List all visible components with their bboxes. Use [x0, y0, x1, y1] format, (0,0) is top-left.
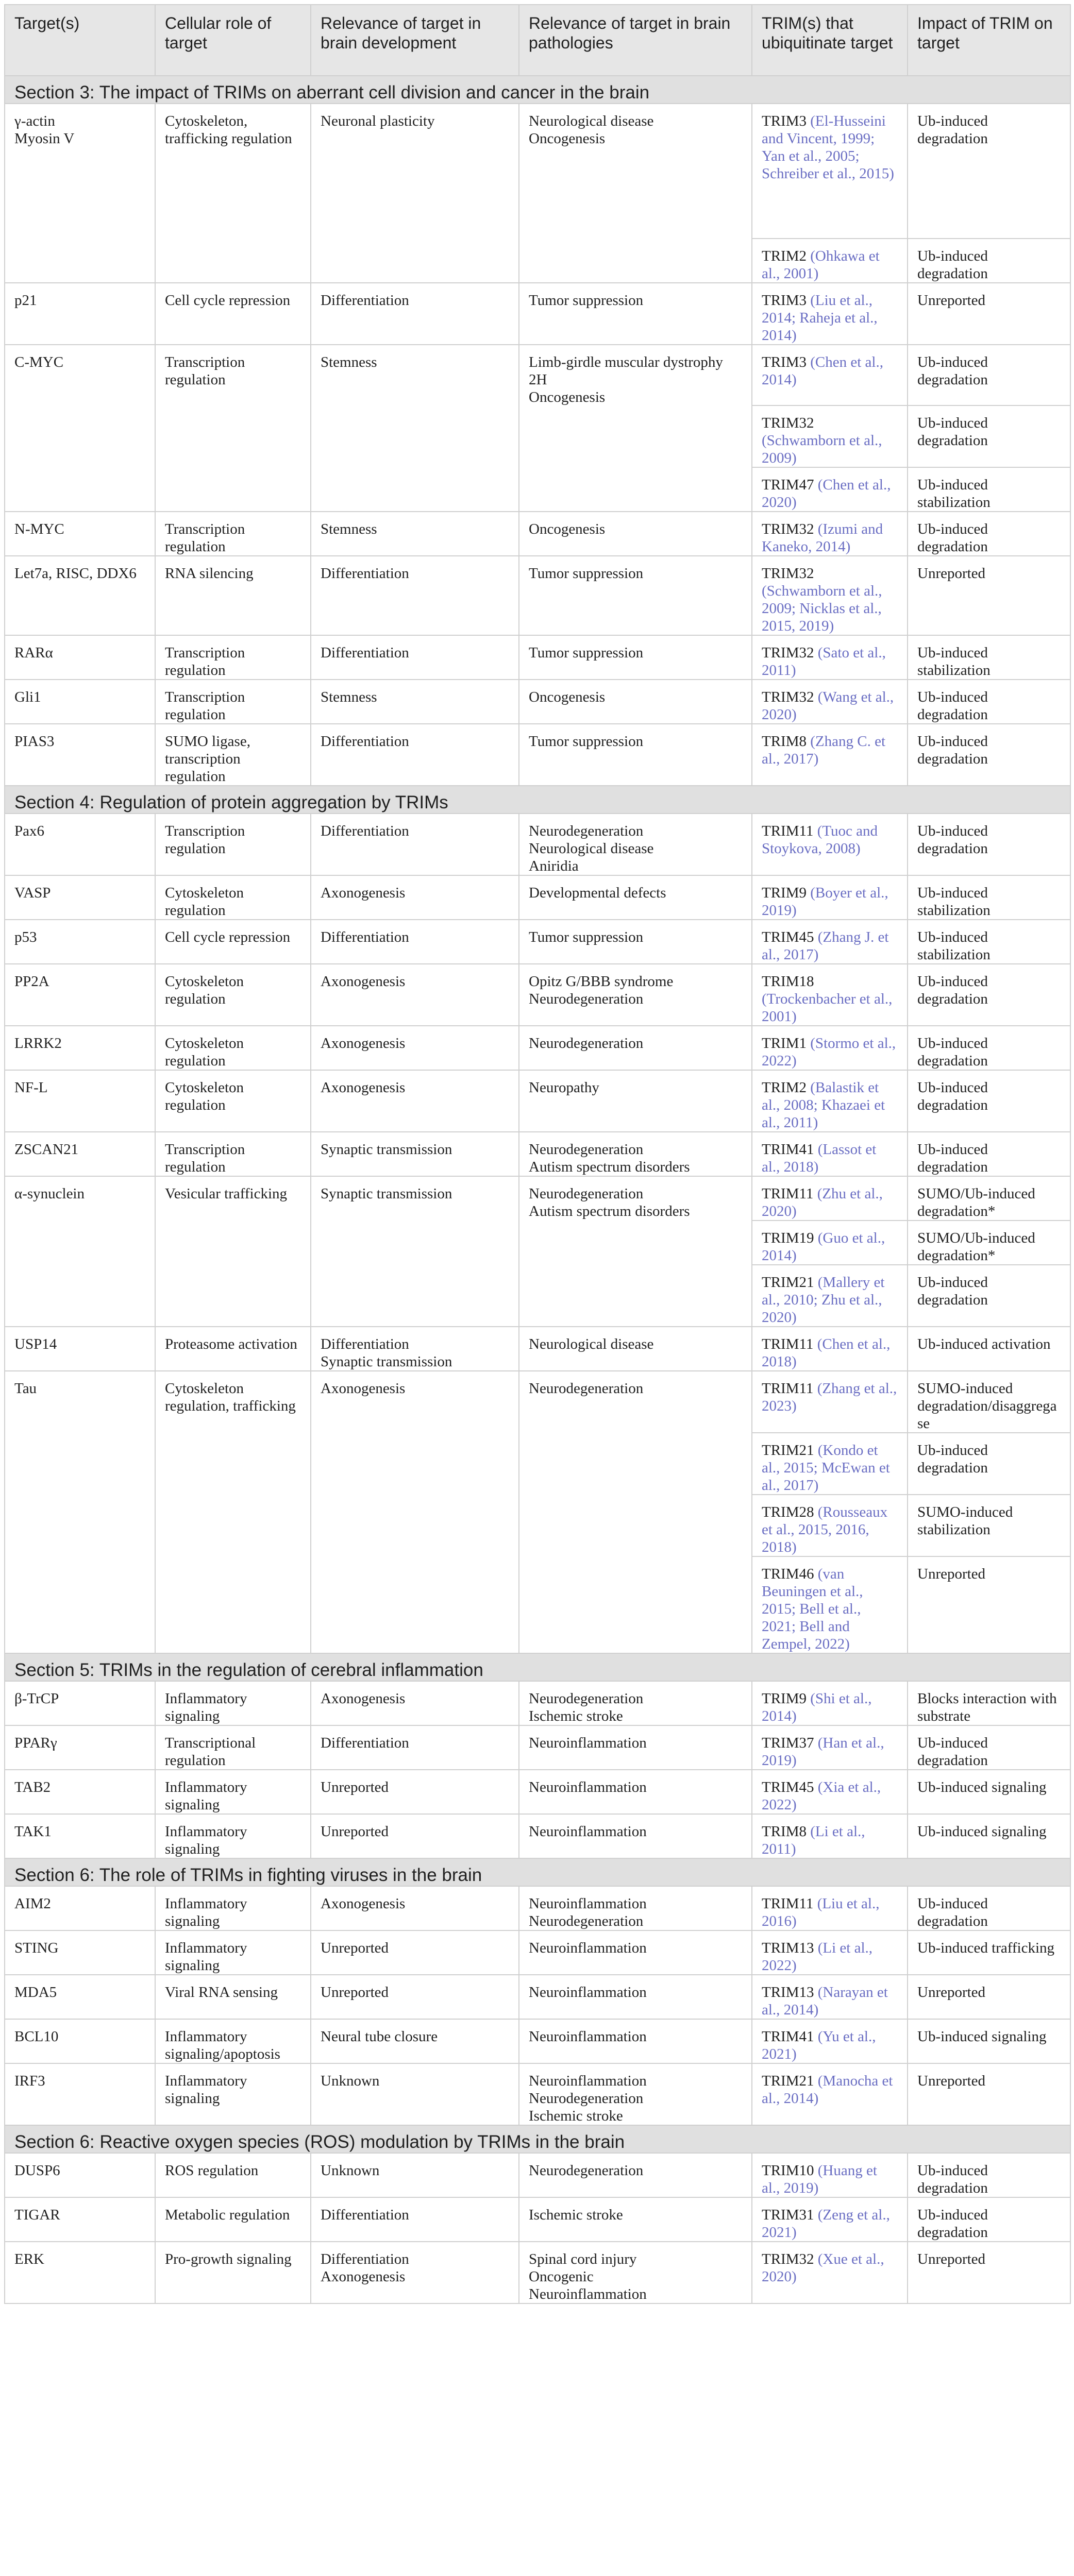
cell-brain-development: Axonogenesis [311, 1070, 519, 1132]
cell-trim: TRIM45 (Xia et al., 2022) [752, 1770, 908, 1814]
cell-brain-development: Axonogenesis [311, 1026, 519, 1070]
cell-target: AIM2 [5, 1886, 155, 1930]
cell-impact: Ub-induced activation [908, 1327, 1070, 1371]
cell-target: TAB2 [5, 1770, 155, 1814]
cell-impact: Ub-induced degradation [908, 2197, 1070, 2242]
header-row [5, 5, 1070, 76]
cell-brain-pathologies: Tumor suppression [519, 635, 752, 680]
cell-impact: Ub-induced degradation [908, 680, 1070, 724]
cell-trim: TRIM18 (Trockenbacher et al., 2001) [752, 964, 908, 1026]
cell-cellular-role: Cell cycle repression [155, 283, 311, 345]
citation-link[interactable]: (Trockenbacher et al., 2001) [762, 991, 893, 1025]
cell-target: ZSCAN21 [5, 1132, 155, 1176]
cell-cellular-role: Cytoskeleton regulation [155, 875, 311, 920]
cell-target: N-MYC [5, 512, 155, 556]
table-row [5, 345, 1070, 405]
citation-link[interactable]: (Wang et al., 2020) [762, 689, 894, 723]
cell-brain-pathologies: Limb-girdle muscular dystrophy 2H Oncogenesis [519, 345, 752, 512]
cell-brain-pathologies: Tumor suppression [519, 724, 752, 786]
cell-impact: SUMO/Ub-induced degradation* [908, 1221, 1070, 1265]
cell-impact: Ub-induced degradation [908, 814, 1070, 875]
section-header-row [5, 1653, 1070, 1681]
cell-impact: Unreported [908, 2063, 1070, 2125]
table-row [5, 920, 1070, 964]
cell-brain-development: Unreported [311, 1975, 519, 2019]
cell-trim: TRIM11 (Zhu et al., 2020) [752, 1176, 908, 1221]
cell-cellular-role: Inflammatory signaling/apoptosis [155, 2019, 311, 2063]
cell-brain-pathologies: Neurodegeneration [519, 1026, 752, 1070]
cell-cellular-role: Transcription regulation [155, 1132, 311, 1176]
table-row [5, 2197, 1070, 2242]
cell-brain-development: Axonogenesis [311, 1681, 519, 1725]
citation-link[interactable]: (Schwamborn et al., 2009; Nicklas et al., 2015, 2019) [762, 583, 882, 634]
cell-trim: TRIM2 (Ohkawa et al., 2001) [752, 239, 908, 283]
cell-trim: TRIM28 (Rousseaux et al., 2015, 2016, 2018) [752, 1495, 908, 1556]
citation-link[interactable]: (Tuoc and Stoykova, 2008) [762, 823, 878, 857]
section-title: Section 4: Regulation of protein aggregation by TRIMs [5, 786, 1070, 814]
table-row [5, 635, 1070, 680]
cell-impact: Ub-induced degradation [908, 405, 1070, 467]
cell-cellular-role: Proteasome activation [155, 1327, 311, 1371]
citation-link[interactable]: (Xue et al., 2020) [762, 2251, 884, 2285]
cell-brain-development: Differentiation [311, 1725, 519, 1770]
cell-brain-development: Differentiation [311, 724, 519, 786]
citation-link[interactable]: (Zhu et al., 2020) [762, 1185, 883, 1219]
cell-trim: TRIM19 (Guo et al., 2014) [752, 1221, 908, 1265]
section-header-row [5, 2125, 1070, 2153]
header-brain-development: Relevance of target in brain development [311, 5, 519, 76]
table-row [5, 1725, 1070, 1770]
cell-brain-pathologies: Opitz G/BBB syndrome Neurodegeneration [519, 964, 752, 1026]
citation-link[interactable]: (Yu et al., 2021) [762, 2028, 876, 2062]
cell-cellular-role: Transcription regulation [155, 512, 311, 556]
cell-target: ERK [5, 2242, 155, 2303]
citation-link[interactable]: (Zhang et al., 2023) [762, 1380, 897, 1414]
cell-brain-pathologies: Neurodegeneration Neurological disease Aniridia [519, 814, 752, 875]
table-row [5, 2242, 1070, 2303]
cell-impact: Unreported [908, 2242, 1070, 2303]
cell-brain-pathologies: Oncogenesis [519, 680, 752, 724]
cell-brain-pathologies: Neurodegeneration [519, 2153, 752, 2197]
cell-impact: Ub-induced stabilization [908, 920, 1070, 964]
table-row [5, 1886, 1070, 1930]
cell-brain-pathologies: Neurodegeneration Autism spectrum disorders [519, 1176, 752, 1327]
cell-cellular-role: Inflammatory signaling [155, 1770, 311, 1814]
cell-impact: SUMO/Ub-induced degradation* [908, 1176, 1070, 1221]
cell-trim: TRIM32 (Sato et al., 2011) [752, 635, 908, 680]
table-row [5, 1681, 1070, 1725]
header-targets: Target(s) [5, 5, 155, 76]
cell-brain-development: Unreported [311, 1930, 519, 1975]
cell-impact: Ub-induced trafficking [908, 1930, 1070, 1975]
cell-brain-development: Synaptic transmission [311, 1176, 519, 1327]
cell-cellular-role: ROS regulation [155, 2153, 311, 2197]
cell-target: PIAS3 [5, 724, 155, 786]
header-brain-pathologies: Relevance of target in brain pathologies [519, 5, 752, 76]
cell-brain-development: Differentiation [311, 920, 519, 964]
cell-brain-development: Stemness [311, 345, 519, 512]
cell-impact: Unreported [908, 556, 1070, 635]
cell-trim: TRIM45 (Zhang J. et al., 2017) [752, 920, 908, 964]
cell-impact: Ub-induced degradation [908, 239, 1070, 283]
cell-target: TIGAR [5, 2197, 155, 2242]
cell-brain-development: Differentiation [311, 556, 519, 635]
cell-impact: Ub-induced stabilization [908, 875, 1070, 920]
cell-target: Gli1 [5, 680, 155, 724]
cell-target: DUSP6 [5, 2153, 155, 2197]
cell-trim: TRIM3 (Chen et al., 2014) [752, 345, 908, 405]
cell-trim: TRIM11 (Liu et al., 2016) [752, 1886, 908, 1930]
cell-target: p21 [5, 283, 155, 345]
cell-cellular-role: Cell cycle repression [155, 920, 311, 964]
cell-impact: Ub-induced degradation [908, 1132, 1070, 1176]
cell-brain-pathologies: Oncogenesis [519, 512, 752, 556]
cell-impact: Ub-induced degradation [908, 964, 1070, 1026]
table-row [5, 512, 1070, 556]
cell-target: β-TrCP [5, 1681, 155, 1725]
citation-link[interactable]: (Guo et al., 2014) [762, 1230, 885, 1264]
table-row [5, 1327, 1070, 1371]
cell-target: NF-L [5, 1070, 155, 1132]
cell-trim: TRIM8 (Li et al., 2011) [752, 1814, 908, 1858]
cell-cellular-role: Inflammatory signaling [155, 1930, 311, 1975]
cell-brain-development: Synaptic transmission [311, 1132, 519, 1176]
cell-trim: TRIM46 (van Beuningen et al., 2015; Bell et al., 2021; Bell and Zempel, 2022) [752, 1556, 908, 1653]
cell-trim: TRIM21 (Manocha et al., 2014) [752, 2063, 908, 2125]
table-row [5, 1930, 1070, 1975]
table-row [5, 104, 1070, 239]
cell-brain-development: Differentiation [311, 2197, 519, 2242]
section-title: Section 6: Reactive oxygen species (ROS) modulation by TRIMs in the brain [5, 2125, 1070, 2153]
cell-brain-development: Differentiation [311, 814, 519, 875]
cell-trim: TRIM3 (El-Husseini and Vincent, 1999; Yan et al., 2005; Schreiber et al., 2015) [752, 104, 908, 239]
cell-trim: TRIM21 (Kondo et al., 2015; McEwan et al., 2017) [752, 1433, 908, 1495]
cell-trim: TRIM47 (Chen et al., 2020) [752, 467, 908, 512]
citation-link[interactable]: (Stormo et al., 2022) [762, 1035, 896, 1069]
cell-impact: Unreported [908, 1975, 1070, 2019]
citation-link[interactable]: (Rousseaux et al., 2015, 2016, 2018) [762, 1504, 888, 1555]
cell-trim: TRIM31 (Zeng et al., 2021) [752, 2197, 908, 2242]
cell-target: VASP [5, 875, 155, 920]
cell-brain-pathologies: Tumor suppression [519, 283, 752, 345]
citation-link[interactable]: (Izumi and Kaneko, 2014) [762, 521, 883, 555]
cell-target: γ-actin Myosin V [5, 104, 155, 283]
cell-trim: TRIM11 (Chen et al., 2018) [752, 1327, 908, 1371]
cell-cellular-role: Inflammatory signaling [155, 1886, 311, 1930]
cell-brain-pathologies: Neuroinflammation [519, 1814, 752, 1858]
cell-target: USP14 [5, 1327, 155, 1371]
cell-brain-development: Differentiation Axonogenesis [311, 2242, 519, 2303]
table-row [5, 2153, 1070, 2197]
cell-target: IRF3 [5, 2063, 155, 2125]
cell-cellular-role: Cytoskeleton regulation, trafficking [155, 1371, 311, 1653]
cell-brain-development: Stemness [311, 512, 519, 556]
cell-impact: Ub-induced degradation [908, 1886, 1070, 1930]
cell-cellular-role: Metabolic regulation [155, 2197, 311, 2242]
cell-cellular-role: Viral RNA sensing [155, 1975, 311, 2019]
table-row [5, 1770, 1070, 1814]
cell-brain-development: Unknown [311, 2063, 519, 2125]
cell-target: Tau [5, 1371, 155, 1653]
table-row [5, 724, 1070, 786]
cell-brain-pathologies: Ischemic stroke [519, 2197, 752, 2242]
cell-brain-pathologies: Neurological disease Oncogenesis [519, 104, 752, 283]
cell-trim: TRIM41 (Yu et al., 2021) [752, 2019, 908, 2063]
citation-link[interactable]: (Li et al., 2011) [762, 1823, 865, 1857]
section-title: Section 6: The role of TRIMs in fighting viruses in the brain [5, 1858, 1070, 1886]
cell-trim: TRIM32 (Izumi and Kaneko, 2014) [752, 512, 908, 556]
cell-target: PPARγ [5, 1725, 155, 1770]
citation-link[interactable]: (Zhang J. et al., 2017) [762, 929, 889, 963]
citation-link[interactable]: (Shi et al., 2014) [762, 1690, 872, 1724]
header-impact: Impact of TRIM on target [908, 5, 1070, 76]
cell-brain-pathologies: Developmental defects [519, 875, 752, 920]
section-title: Section 5: TRIMs in the regulation of cerebral inflammation [5, 1653, 1070, 1681]
cell-target: Pax6 [5, 814, 155, 875]
cell-cellular-role: SUMO ligase, transcription regulation [155, 724, 311, 786]
cell-brain-pathologies: Neuroinflammation [519, 1930, 752, 1975]
cell-brain-development: Stemness [311, 680, 519, 724]
cell-trim: TRIM13 (Li et al., 2022) [752, 1930, 908, 1975]
cell-cellular-role: Inflammatory signaling [155, 1814, 311, 1858]
citation-link[interactable]: (Li et al., 2022) [762, 1940, 873, 1974]
cell-cellular-role: Cytoskeleton regulation [155, 1070, 311, 1132]
cell-cellular-role: Pro-growth signaling [155, 2242, 311, 2303]
cell-brain-pathologies: Neuroinflammation [519, 1725, 752, 1770]
cell-cellular-role: Transcriptional regulation [155, 1725, 311, 1770]
cell-brain-pathologies: Tumor suppression [519, 556, 752, 635]
cell-brain-development: Neuronal plasticity [311, 104, 519, 283]
cell-target: TAK1 [5, 1814, 155, 1858]
table-row [5, 964, 1070, 1026]
table-row [5, 556, 1070, 635]
cell-brain-development: Differentiation Synaptic transmission [311, 1327, 519, 1371]
citation-link[interactable]: (Lassot et al., 2018) [762, 1141, 877, 1175]
cell-trim: TRIM32 (Schwamborn et al., 2009) [752, 405, 908, 467]
cell-brain-development: Unreported [311, 1814, 519, 1858]
section-title: Section 3: The impact of TRIMs on aberrant cell division and cancer in the brain [5, 76, 1070, 104]
cell-brain-pathologies: Tumor suppression [519, 920, 752, 964]
cell-trim: TRIM10 (Huang et al., 2019) [752, 2153, 908, 2197]
citation-link[interactable]: (Zeng et al., 2021) [762, 2207, 890, 2241]
cell-impact: Ub-induced degradation [908, 512, 1070, 556]
cell-trim: TRIM3 (Liu et al., 2014; Raheja et al., 2014) [752, 283, 908, 345]
cell-cellular-role: Transcription regulation [155, 814, 311, 875]
cell-trim: TRIM13 (Narayan et al., 2014) [752, 1975, 908, 2019]
citation-link[interactable]: (Sato et al., 2011) [762, 645, 886, 679]
citation-link[interactable]: (Zhang C. et al., 2017) [762, 733, 886, 767]
cell-trim: TRIM32 (Xue et al., 2020) [752, 2242, 908, 2303]
citation-link[interactable]: (Schwamborn et al., 2009) [762, 432, 882, 466]
header-trims: TRIM(s) that ubiquitinate target [752, 5, 908, 76]
table-row [5, 814, 1070, 875]
cell-impact: Blocks interaction with substrate [908, 1681, 1070, 1725]
cell-impact: Ub-induced degradation [908, 1070, 1070, 1132]
table-row [5, 283, 1070, 345]
citation-link[interactable]: (Boyer et al., 2019) [762, 885, 888, 919]
table-body [5, 76, 1070, 2303]
cell-trim: TRIM32 (Schwamborn et al., 2009; Nicklas et al., 2015, 2019) [752, 556, 908, 635]
cell-impact: Ub-induced signaling [908, 1814, 1070, 1858]
cell-trim: TRIM1 (Stormo et al., 2022) [752, 1026, 908, 1070]
cell-brain-development: Axonogenesis [311, 964, 519, 1026]
citation-link[interactable]: (Liu et al., 2014; Raheja et al., 2014) [762, 292, 878, 344]
table-row [5, 680, 1070, 724]
cell-brain-pathologies: Neurodegeneration [519, 1371, 752, 1653]
table-row [5, 2019, 1070, 2063]
table-row [5, 1070, 1070, 1132]
cell-impact: Ub-induced signaling [908, 2019, 1070, 2063]
cell-impact: Ub-induced stabilization [908, 635, 1070, 680]
cell-brain-pathologies: Neurodegeneration Autism spectrum disorders [519, 1132, 752, 1176]
cell-brain-development: Differentiation [311, 635, 519, 680]
citation-link[interactable]: (van Beuningen et al., 2015; Bell et al., 2021; Bell and Zempel, 2022) [762, 1566, 863, 1652]
section-header-row [5, 786, 1070, 814]
table-row [5, 1026, 1070, 1070]
cell-brain-development: Neural tube closure [311, 2019, 519, 2063]
cell-cellular-role: Cytoskeleton, trafficking regulation [155, 104, 311, 283]
cell-brain-pathologies: Neuroinflammation [519, 1975, 752, 2019]
cell-trim: TRIM41 (Lassot et al., 2018) [752, 1132, 908, 1176]
cell-cellular-role: Transcription regulation [155, 680, 311, 724]
cell-target: MDA5 [5, 1975, 155, 2019]
citation-link[interactable]: (Xia et al., 2022) [762, 1779, 881, 1813]
cell-brain-development: Unreported [311, 1770, 519, 1814]
cell-impact: Ub-induced degradation [908, 1026, 1070, 1070]
cell-brain-development: Unknown [311, 2153, 519, 2197]
table-row [5, 1132, 1070, 1176]
cell-impact: Ub-induced stabilization [908, 467, 1070, 512]
cell-cellular-role: Transcription regulation [155, 345, 311, 512]
citation-link[interactable]: (Ohkawa et al., 2001) [762, 248, 880, 282]
cell-trim: TRIM37 (Han et al., 2019) [752, 1725, 908, 1770]
cell-target: α-synuclein [5, 1176, 155, 1327]
cell-brain-pathologies: Neurodegeneration Ischemic stroke [519, 1681, 752, 1725]
cell-brain-pathologies: Neuropathy [519, 1070, 752, 1132]
cell-impact: Unreported [908, 283, 1070, 345]
cell-brain-pathologies: Neuroinflammation [519, 2019, 752, 2063]
cell-target: LRRK2 [5, 1026, 155, 1070]
cell-impact: Ub-induced degradation [908, 104, 1070, 239]
citation-link[interactable]: (Manocha et al., 2014) [762, 2073, 893, 2107]
cell-impact: Ub-induced degradation [908, 1433, 1070, 1495]
cell-brain-development: Axonogenesis [311, 1886, 519, 1930]
cell-brain-development: Axonogenesis [311, 875, 519, 920]
section-header-row [5, 1858, 1070, 1886]
header-cellular-role: Cellular role of target [155, 5, 311, 76]
cell-cellular-role: Vesicular trafficking [155, 1176, 311, 1327]
cell-brain-pathologies: Neuroinflammation [519, 1770, 752, 1814]
citation-link[interactable]: (Narayan et al., 2014) [762, 1984, 888, 2018]
table-row [5, 1371, 1070, 1433]
cell-brain-development: Axonogenesis [311, 1371, 519, 1653]
cell-trim: TRIM21 (Mallery et al., 2010; Zhu et al., 2020) [752, 1265, 908, 1327]
cell-cellular-role: Cytoskeleton regulation [155, 964, 311, 1026]
table-row [5, 1814, 1070, 1858]
citation-link[interactable]: (Liu et al., 2016) [762, 1895, 880, 1929]
cell-trim: TRIM32 (Wang et al., 2020) [752, 680, 908, 724]
cell-impact: Ub-induced degradation [908, 1265, 1070, 1327]
cell-target: PP2A [5, 964, 155, 1026]
cell-cellular-role: RNA silencing [155, 556, 311, 635]
cell-target: BCL10 [5, 2019, 155, 2063]
cell-impact: Ub-induced signaling [908, 1770, 1070, 1814]
cell-impact: Ub-induced degradation [908, 2153, 1070, 2197]
cell-cellular-role: Transcription regulation [155, 635, 311, 680]
cell-impact: SUMO-induced stabilization [908, 1495, 1070, 1556]
cell-target: Let7a, RISC, DDX6 [5, 556, 155, 635]
cell-impact: Ub-induced degradation [908, 1725, 1070, 1770]
cell-brain-pathologies: Neurological disease [519, 1327, 752, 1371]
cell-cellular-role: Cytoskeleton regulation [155, 1026, 311, 1070]
cell-trim: TRIM9 (Boyer et al., 2019) [752, 875, 908, 920]
trim-targets-table [4, 4, 1071, 2304]
cell-target: C-MYC [5, 345, 155, 512]
cell-trim: TRIM9 (Shi et al., 2014) [752, 1681, 908, 1725]
table-row [5, 1975, 1070, 2019]
cell-trim: TRIM11 (Tuoc and Stoykova, 2008) [752, 814, 908, 875]
cell-trim: TRIM11 (Zhang et al., 2023) [752, 1371, 908, 1433]
cell-brain-development: Differentiation [311, 283, 519, 345]
citation-link[interactable]: (Chen et al., 2014) [762, 354, 883, 388]
cell-target: p53 [5, 920, 155, 964]
section-header-row [5, 76, 1070, 104]
cell-impact: Ub-induced degradation [908, 345, 1070, 405]
cell-trim: TRIM2 (Balastik et al., 2008; Khazaei et al., 2011) [752, 1070, 908, 1132]
table-row [5, 1176, 1070, 1221]
citation-link[interactable]: (Chen et al., 2020) [762, 477, 891, 511]
cell-brain-pathologies: Neuroinflammation Neurodegeneration [519, 1886, 752, 1930]
cell-target: STING [5, 1930, 155, 1975]
cell-impact: SUMO-induced degradation/disaggregase [908, 1371, 1070, 1433]
cell-brain-pathologies: Spinal cord injury Oncogenic Neuroinflammation [519, 2242, 752, 2303]
cell-impact: Unreported [908, 1556, 1070, 1653]
citation-link[interactable]: (Huang et al., 2019) [762, 2162, 877, 2196]
citation-link[interactable]: (Han et al., 2019) [762, 1735, 884, 1769]
cell-brain-pathologies: Neuroinflammation Neurodegeneration Ischemic stroke [519, 2063, 752, 2125]
cell-cellular-role: Inflammatory signaling [155, 1681, 311, 1725]
cell-impact: Ub-induced degradation [908, 724, 1070, 786]
citation-link[interactable]: (Balastik et al., 2008; Khazaei et al., 2011) [762, 1079, 885, 1131]
citation-link[interactable]: (Mallery et al., 2010; Zhu et al., 2020) [762, 1274, 885, 1326]
citation-link[interactable]: (Chen et al., 2018) [762, 1336, 891, 1370]
citation-link[interactable]: (El-Husseini and Vincent, 1999; Yan et al., 2005; Schreiber et al., 2015) [762, 113, 894, 182]
citation-link[interactable]: (Kondo et al., 2015; McEwan et al., 2017) [762, 1442, 890, 1494]
cell-trim: TRIM8 (Zhang C. et al., 2017) [752, 724, 908, 786]
table-row [5, 2063, 1070, 2125]
cell-cellular-role: Inflammatory signaling [155, 2063, 311, 2125]
cell-target: RARα [5, 635, 155, 680]
table-row [5, 875, 1070, 920]
